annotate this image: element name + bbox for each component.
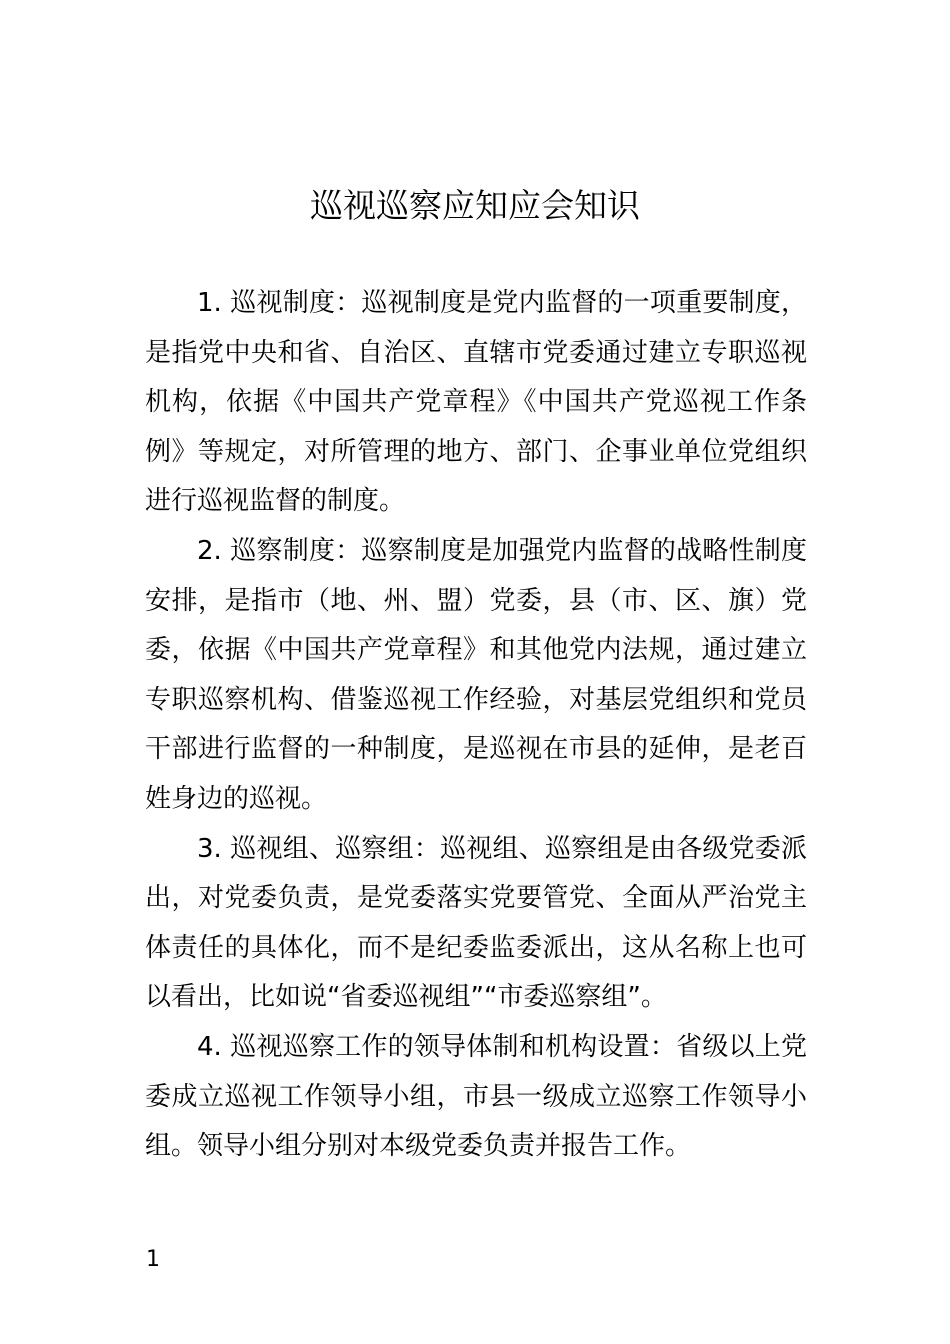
paragraph-3: 3. 巡视组、巡察组：巡视组、巡察组是由各级党委派出，对党委负责，是党委落实党要管党、全面从严治党主体责任的具体化，而不是纪委监委派出，这从名称上也可以看出，比如说“省委巡视组”“市委巡察组”。	[145, 833, 807, 1013]
paragraph-4: 4. 巡视巡察工作的领导体制和机构设置：省级以上党委成立巡视工作领导小组，市县一级成立巡察工作领导小组。领导小组分别对本级党委负责并报告工作。	[145, 1031, 807, 1162]
paragraph-1: 1. 巡视制度：巡视制度是党内监督的一项重要制度，是指党中央和省、自治区、直辖市党委通过建立专职巡视机构，依据《中国共产党章程》《中国共产党巡视工作条例》等规定，对所管理的地方、部门、企事业单位党组织进行巡视监督的制度。	[145, 288, 807, 517]
paragraph-2: 2. 巡察制度：巡察制度是加强党内监督的战略性制度安排，是指市（地、州、盟）党委，县（市、区、旗）党委，依据《中国共产党章程》和其他党内法规，通过建立专职巡察机构、借鉴巡视工作经验，对基层党组织和党员干部进行监督的一种制度，是巡视在市县的延伸，是老百姓身边的巡视。	[145, 535, 807, 814]
document-body	[145, 279, 807, 1172]
document-title: 巡视巡察应知应会知识	[310, 186, 640, 225]
page-number: 1	[146, 1247, 160, 1272]
